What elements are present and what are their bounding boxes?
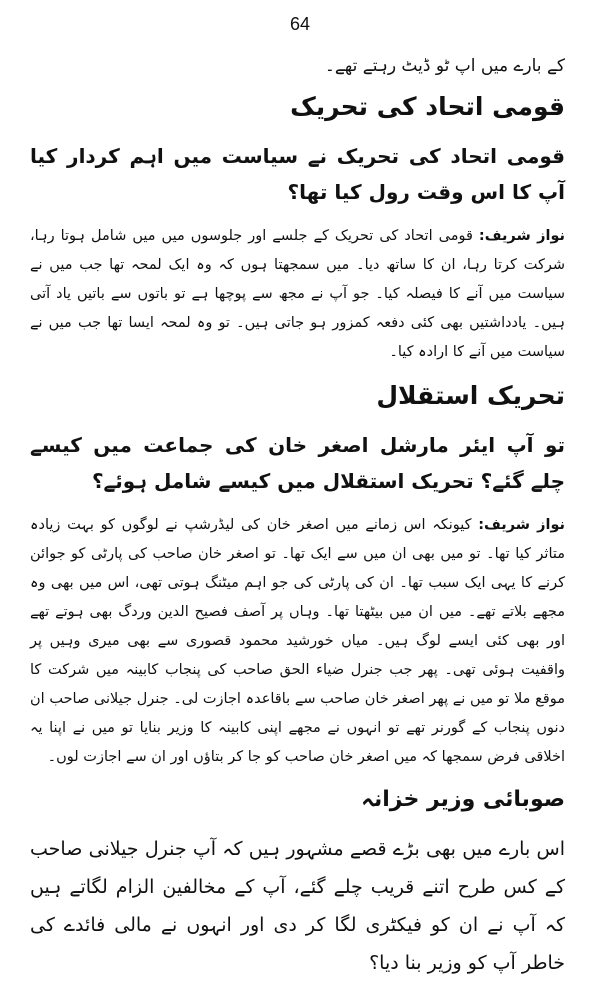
page-content [30,52,565,982]
question-tehreek-istiqlal: تو آپ ایئر مارشل اصغر خان کی جماعت میں کیسے چلے گئے؟ تحریک استقلال میں کیسے شامل ہوئے؟ [30,433,565,493]
answer-qaumi-ittehad [30,222,565,367]
section-heading-qaumi-ittehad: قومی اتحاد کی تحریک [290,92,565,121]
section-heading-tehreek-istiqlal: تحریک استقلال [376,381,565,410]
answer-text: قومی اتحاد کی تحریک کے جلسے اور جلوسوں میں میں شامل ہوتا رہا، شرکت کرتا رہا، ان کا ساتھ دیا۔ میں سمجھتا ہوں کہ وہ ایک لمحہ تھا جب میں نے سیاست میں آنے کا فیصلہ کیا۔ جو آپ نے مجھ سے پوچھا ہے تو باتوں سے باتیں یاد آتی ہیں۔ یادداشتیں بھی کئی دفعہ کمزور ہو جاتی ہیں۔ تو وہ لمحہ ایسا تھا جب میں نے سیاست میں آنے کا ارادہ کیا۔ [30,228,565,360]
speaker-label: نواز شریف: [478,228,565,244]
question-qaumi-ittehad: قومی اتحاد کی تحریک نے سیاست میں اہم کردار کیا آپ کا اس وقت رول کیا تھا؟ [30,144,565,204]
speaker-label: نواز شریف: [478,517,565,533]
answer-text: کیونکہ اس زمانے میں اصغر خان کی لیڈرشپ نے لوگوں کو بہت زیادہ متاثر کیا تھا۔ تو میں بھی ان میں سے ایک تھا۔ تو اصغر خان صاحب کی پارٹی کو جوائن کرنے کا یہی ایک سبب تھا۔ ان کی پارٹی کی جو اہم میٹنگ ہوتی تھی، اس میں بھی وہ مجھے بلاتے تھے۔ میں ان میں بیٹھتا تھا۔ وہاں پر آصف فصیح الدین وردگ بھی ہوتے تھے اور بھی کئی ایسے لوگ ہیں۔ میاں خورشید محمود قصوری سے بھی میری وہیں پر واقفیت ہوئی تھی۔ پھر جب جنرل ضیاء الحق صاحب کی پنجاب کابینہ میں شرکت کا موقع ملا تو میں نے پھر اصغر خان صاحب سے باقاعدہ اجازت لی۔ جنرل جیلانی صاحب ان دنوں پنجاب کے گورنر تھے تو انہوں نے مجھے اپنی کابینہ کا وزیر بنایا تو میں نے اپنا یہ اخلاقی فرض سمجھا کہ میں اصغر خان صاحب کو جا کر بتاؤں اور ان سے اجازت لوں۔ [30,517,565,765]
section-heading-wazir-khazana: صوبائی وزیر خزانہ [361,787,565,812]
question-wazir-khazana: اس بارے میں بھی بڑے قصے مشہور ہیں کہ آپ جنرل جیلانی صاحب کے کس طرح اتنے قریب چلے گئے، آپ کے مخالفین الزام لگاتے ہیں کہ آپ نے ان کو فیکٹری لگا کر دی اور انہوں نے مالی فائدے کی خاطر آپ کو وزیر بنا دیا؟ [30,838,565,974]
intro-line: کے بارے میں اپ ٹو ڈیٹ رہتے تھے۔ [324,56,565,76]
page-number: 64 [289,14,311,34]
answer-tehreek-istiqlal [30,511,565,772]
